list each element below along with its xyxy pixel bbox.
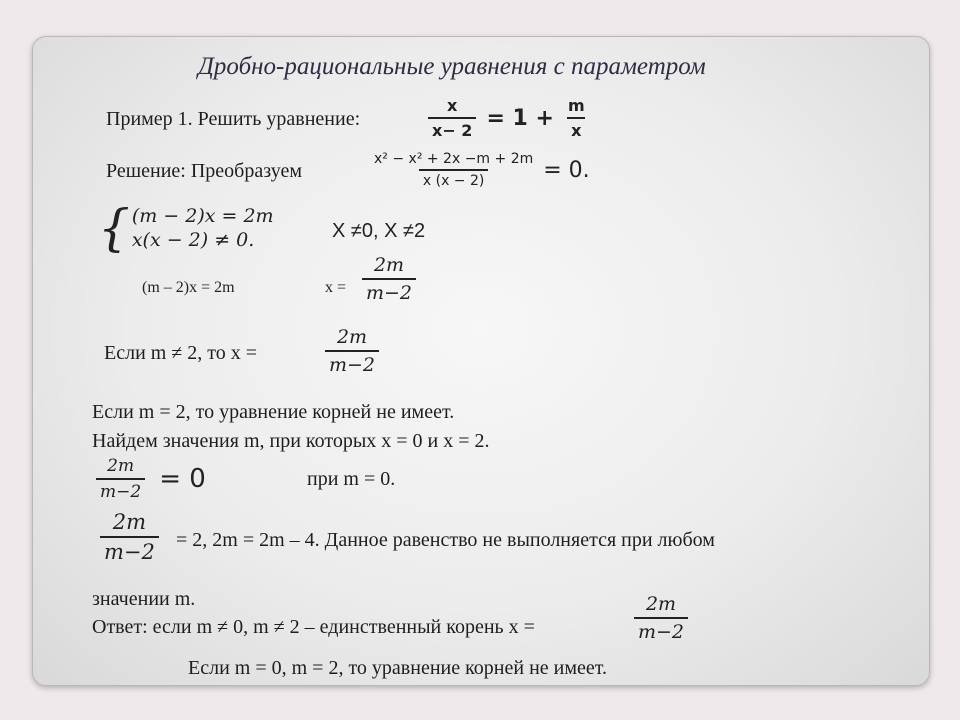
system-line-1: (m − 2)x = 2m xyxy=(131,205,274,227)
case1-fraction: $\frac{2m}{m-2}$ xyxy=(325,326,379,376)
zero-case-equation xyxy=(96,456,206,502)
step-fraction: $\frac{2m}{m-2}$ xyxy=(362,254,416,304)
example-fraction-right: $\frac{m}{x}$ xyxy=(567,96,585,140)
system-brace: { xyxy=(98,199,130,257)
solution-label: Решение: Преобразуем xyxy=(106,160,302,182)
answer-line: Ответ: если m ≠ 0, m ≠ 2 – единственный корень x = xyxy=(92,616,535,638)
zero-case-fraction: $\frac{2m}{m-2}$ xyxy=(96,456,145,502)
system-line-2: x(x − 2) ≠ 0. xyxy=(131,229,255,251)
zero-case-result: при m = 0. xyxy=(307,468,396,490)
final-line: Если m = 0, m = 2, то уравнение корней не имеет. xyxy=(188,657,608,679)
example-equation xyxy=(428,96,589,140)
solution-equation xyxy=(370,151,590,189)
solution-rhs: = 0. xyxy=(543,157,590,183)
zero-case-rhs: = 0 xyxy=(159,464,206,494)
solution-fraction: $\frac{\text{x² − x² + 2x −m + 2m}}{x (x - 2)}$ xyxy=(374,151,534,189)
case-m-not-2: Если m ≠ 2, то x = xyxy=(104,342,258,364)
example-equals-one: = 1 + xyxy=(486,105,554,131)
domain-condition: X ≠0, X ≠2 xyxy=(332,220,426,242)
answer-fraction: $\frac{2m}{m-2}$ xyxy=(634,593,688,643)
step-x-equals: x = xyxy=(325,279,347,296)
two-case-text: = 2, 2m = 2m – 4. Данное равенство не выполняется при любом xyxy=(176,529,715,551)
example-label: Пример 1. Решить уравнение: xyxy=(106,108,361,130)
equation-system xyxy=(98,199,274,257)
example-fraction-left: $\frac{x}{x- 2}$ xyxy=(428,96,476,140)
find-values-line: Найдем значения m, при которых x = 0 и x = 2. xyxy=(92,430,490,452)
case-m-equals-2: Если m = 2, то уравнение корней не имеет. xyxy=(92,401,455,423)
two-case-fraction: $\frac{2m}{m-2}$ xyxy=(100,510,159,564)
page-title: Дробно-рациональные уравнения с параметром xyxy=(198,53,706,80)
step-equation: (m – 2)x = 2m xyxy=(142,279,235,296)
continuation-line: значении m. xyxy=(92,588,196,610)
